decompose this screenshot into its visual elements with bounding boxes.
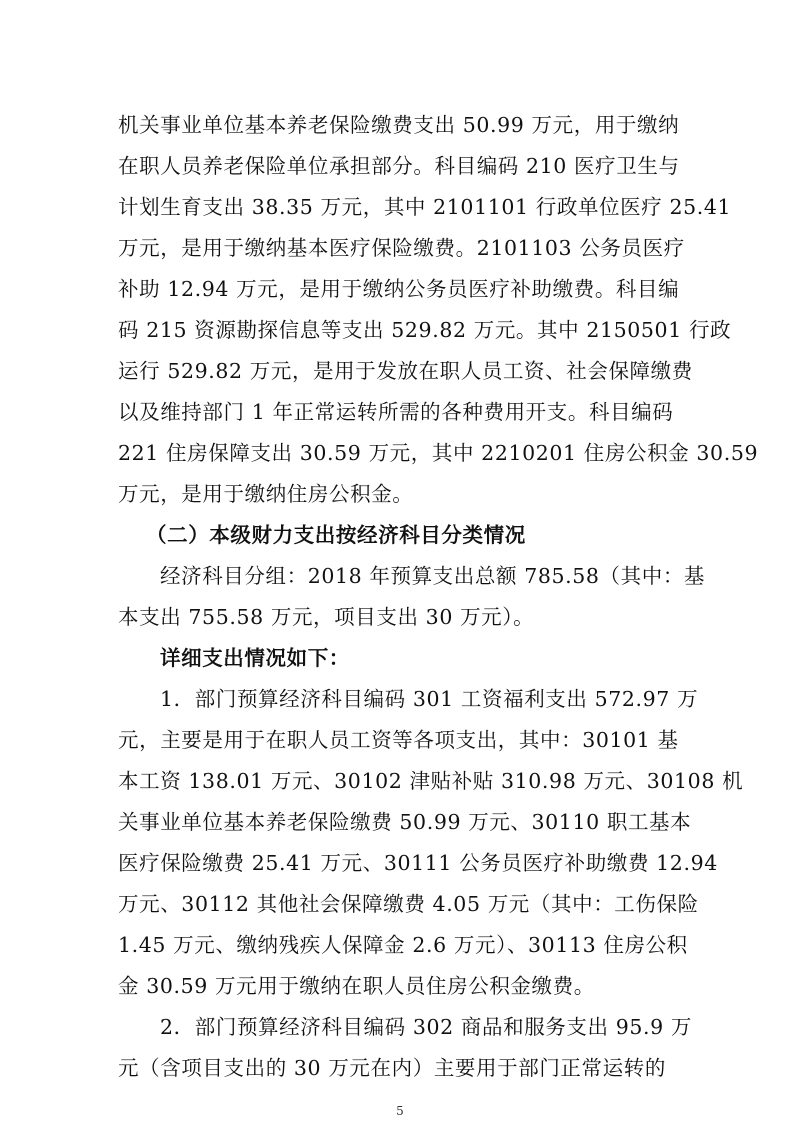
paragraph-line: 万元，是用于缴纳基本医疗保险缴费。2101103 公务员医疗 — [118, 236, 685, 260]
item-1-line: 金 30.59 万元用于缴纳在职人员住房公积金缴费。 — [118, 974, 595, 998]
item-1-line: 元，主要是用于在职人员工资等各项支出，其中：30101 基 — [118, 728, 679, 752]
paragraph-line: 码 215 资源勘探信息等支出 529.82 万元。其中 2150501 行政 — [118, 318, 732, 342]
item-2-line: 元（含项目支出的 30 万元在内）主要用于部门正常运转的 — [118, 1056, 666, 1080]
section-heading: （二）本级财力支出按经济科目分类情况 — [146, 523, 526, 547]
item-1-line: 1．部门预算经济科目编码 301 工资福利支出 572.97 万 — [160, 687, 699, 711]
paragraph-line: 221 住房保障支出 30.59 万元，其中 2210201 住房公积金 30.59 — [118, 441, 759, 465]
paragraph-line: 计划生育支出 38.35 万元，其中 2101101 行政单位医疗 25.41 — [118, 195, 732, 219]
paragraph-line: 运行 529.82 万元，是用于发放在职人员工资、社会保障缴费 — [118, 359, 693, 383]
item-1-line: 本工资 138.01 万元、30102 津贴补贴 310.98 万元、30108 机 — [118, 769, 744, 793]
summary-line: 本支出 755.58 万元，项目支出 30 万元）。 — [118, 605, 535, 629]
paragraph-line: 补助 12.94 万元，是用于缴纳公务员医疗补助缴费。科目编 — [118, 277, 680, 301]
item-1-line: 万元、30112 其他社会保障缴费 4.05 万元（其中：工伤保险 — [118, 892, 699, 916]
item-2-line: 2．部门预算经济科目编码 302 商品和服务支出 95.9 万 — [160, 1015, 692, 1039]
item-1-line: 医疗保险缴费 25.41 万元、30111 公务员医疗补助缴费 12.94 — [118, 851, 718, 875]
item-1-line: 1.45 万元、缴纳残疾人保障金 2.6 万元）、30113 住房公积 — [118, 933, 688, 957]
details-heading: 详细支出情况如下： — [160, 646, 350, 670]
page-number: 5 — [396, 1104, 404, 1118]
paragraph-line: 在职人员养老保险单位承担部分。科目编码 210 医疗卫生与 — [118, 154, 680, 178]
paragraph-line: 万元，是用于缴纳住房公积金。 — [118, 482, 414, 506]
item-1-line: 关事业单位基本养老保险缴费 50.99 万元、30110 职工基本 — [118, 810, 692, 834]
paragraph-line: 以及维持部门 1 年正常运转所需的各种费用开支。科目编码 — [118, 400, 674, 424]
paragraph-line: 机关事业单位基本养老保险缴费支出 50.99 万元，用于缴纳 — [118, 113, 680, 137]
summary-line: 经济科目分组：2018 年预算支出总额 785.58（其中：基 — [160, 564, 706, 588]
